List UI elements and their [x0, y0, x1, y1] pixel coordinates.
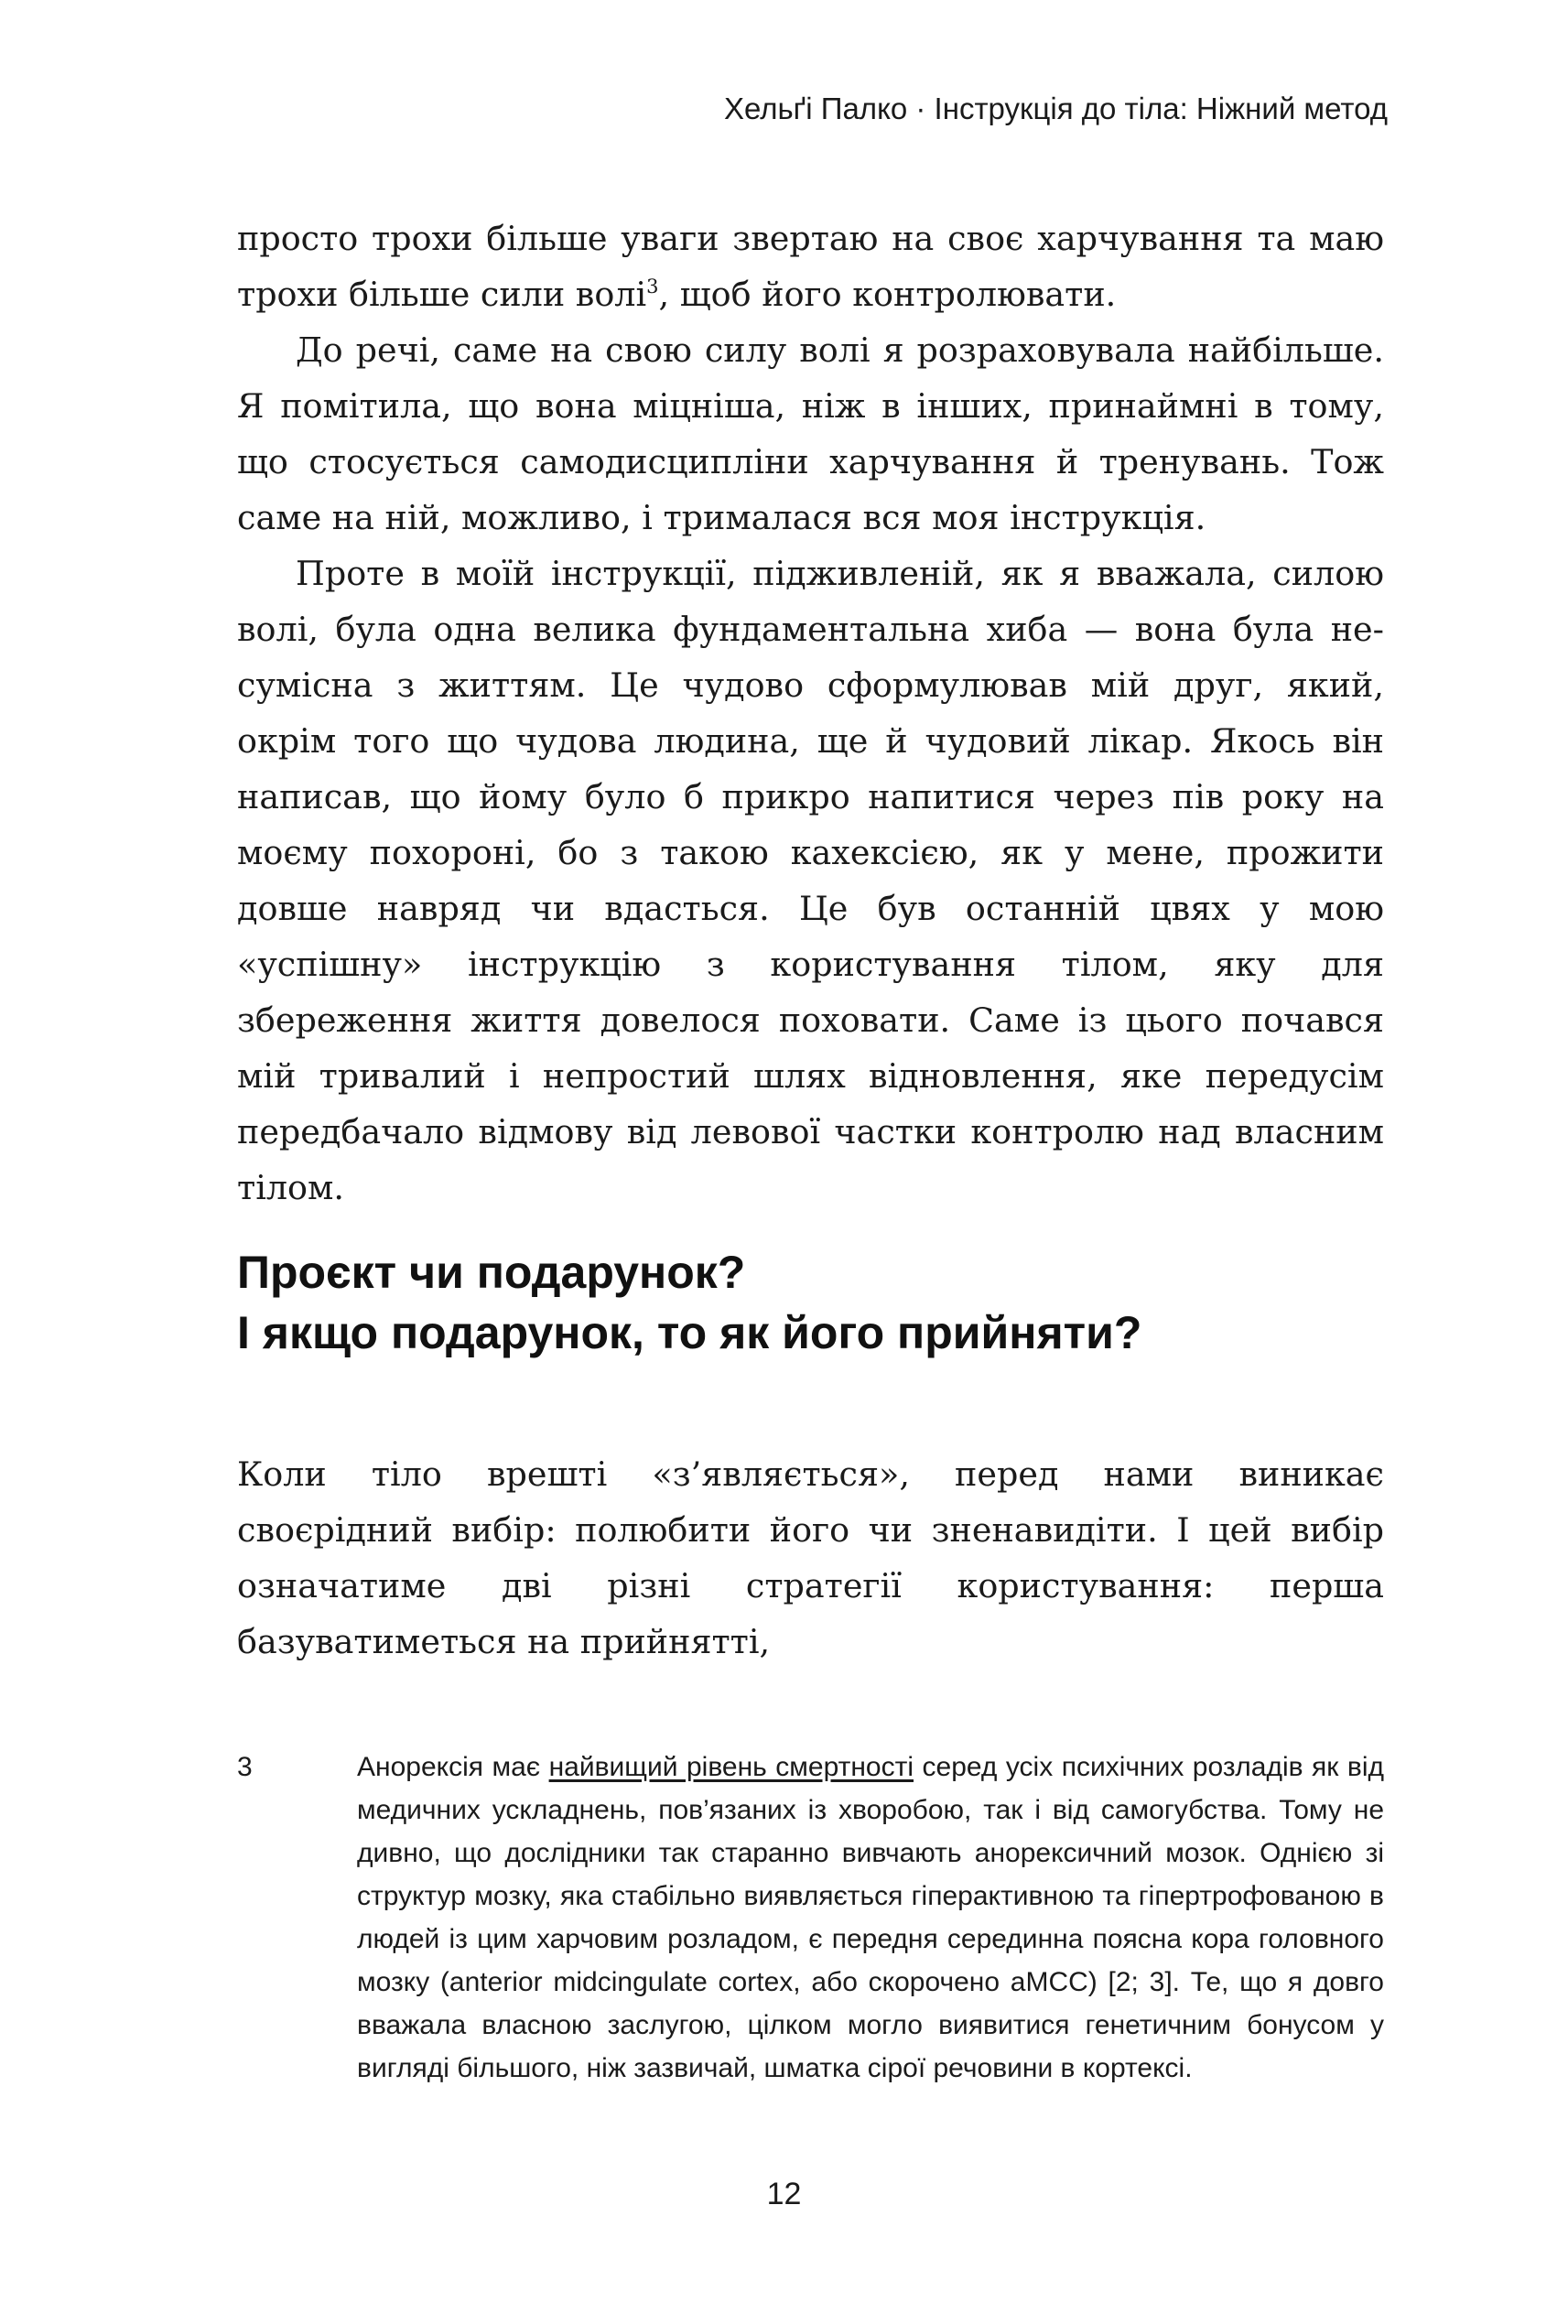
paragraph-1-text: просто трохи більше уваги звертаю на своє харчування та маю трохи більше сили волі	[237, 219, 1384, 314]
section-heading-line-1: Проєкт чи подарунок?	[237, 1247, 746, 1298]
footnote-number: 3	[237, 1752, 253, 1782]
footnote-reference[interactable]: 3	[646, 276, 659, 297]
paragraph-1	[237, 211, 1384, 322]
footnote	[237, 1746, 1384, 2090]
paragraph-4: Коли тіло врешті «з’являється», перед нами виникає своєрідний вибір: полюбити його чи зненавидіти. І цей вибір означатиме дві різні стратегії користування: перша базуватиметься на прийнятті,	[237, 1454, 1384, 1661]
running-head: Хельґі Палко · Інструкція до тіла: Ніжний метод	[723, 92, 1388, 125]
footnote-link[interactable]: найвищий рівень смертності	[548, 1752, 914, 1782]
paragraph-1-tail: , щоб його контролювати.	[658, 275, 1117, 314]
body-text-top	[237, 211, 1384, 1216]
section-heading	[237, 1242, 1384, 1363]
footnote-text-rest: серед усіх психічних розладів як від медичних ускладнень, пов’язаних із хворобою, так і від самогубства. Тому не дивно, що дослідники так старанно вивчають анорексичний мозок. Однією зі структур мозку, яка стабільно виявляється гіперактивною та гіпертрофованою в людей із цим харчовим розладом, є передня серединна поясна кора головного мозку (anterior midcingulate cortex, або скорочено aMCC) [2; 3]. Те, що я довго вважала власною заслугою, цілком могло виявитися генетичним бонусом у вигляді більшого, ніж зазвичай, шматка сірої речовини в кортексі.	[357, 1752, 1384, 2083]
footnote-text-start: Анорексія має	[357, 1752, 549, 1782]
paragraph-3: Проте в моїй інструкції, підживленій, як я вважала, силою волі, була одна велика фундаментальна хиба — вона була несумісна з життям. Це чудово сформулював мій друг, який, окрім того що чудова людина, ще й чудовий лікар. Якось він написав, що йому було б прикро напитися через пів року на моєму похороні, бо з такою кахексією, як у мене, прожити довше навряд чи вдасться. Це був останній цвях у мою «успішну» інструкцію з користування тілом, яку для збереження життя довелося поховати. Саме із цього почався мій тривалий і непростий шлях відновлення, яке передусім передбачало відмову від левової частки контролю над власним тілом.	[237, 554, 1384, 1207]
body-text-bottom	[237, 1446, 1384, 1670]
paragraph-2: До речі, саме на свою силу волі я розраховувала найбільше. Я помітила, що вона міцніша, ніж в інших, принаймні в тому, що стосується самодисципліни харчування й тренувань. Тож саме на ній, можливо, і трималася вся моя інструкція.	[237, 330, 1384, 537]
page-number: 12	[766, 2177, 802, 2211]
footnote-text	[357, 1746, 1384, 2090]
section-heading-line-2: І якщо подарунок, то як його прийняти?	[237, 1307, 1142, 1358]
